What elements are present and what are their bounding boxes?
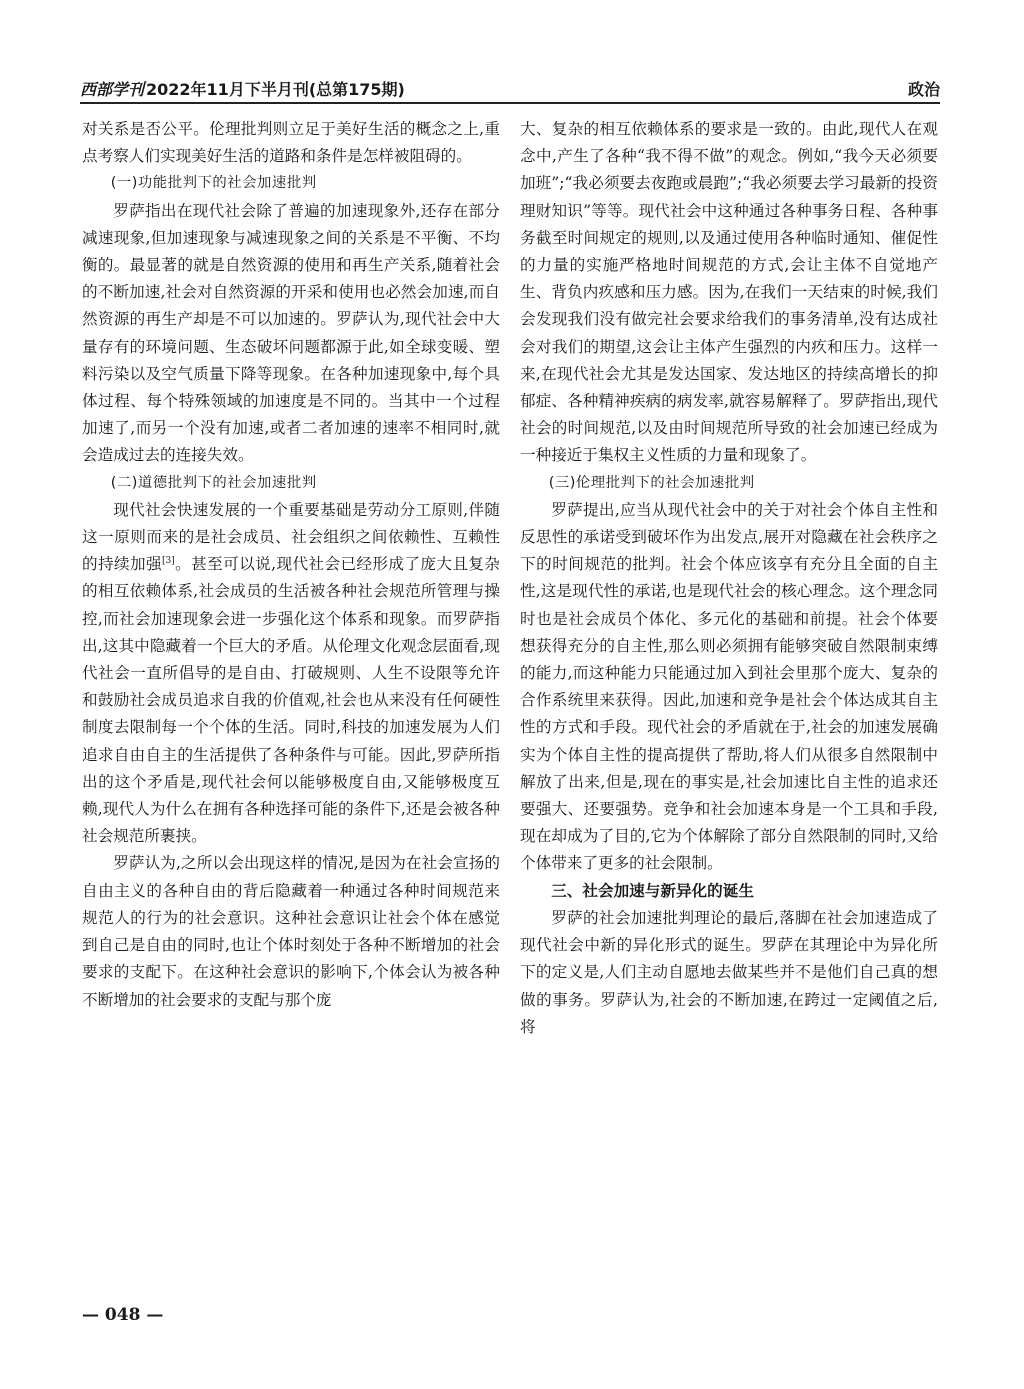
paragraph: 罗萨指出在现代社会除了普遍的加速现象外,还存在部分减速现象,但加速现象与减速现象之间的关系是不平衡、不均衡的。最显著的就是自然资源的使用和再生产关系,随着社会的不断加速,社会对自然资源的开采和使用也必然会加速,而自然资源的再生产却是不可以加速的。罗萨认为,现代社会中大量存有的环境问题、生态破坏问题都源于此,如全球变暖、塑料污染以及空气质量下降等现象。在各种加速现象中,每个具体过程、每个特殊领域的加速度是不同的。当其中一个过程加速了,而另一个没有加速,或者二者加速的速率不相同时,就会造成过去的连接失效。 — [82, 201, 500, 465]
subheading: (二)道德批判下的社会加速批判 — [110, 474, 317, 491]
section-heading: 三、社会加速与新异化的诞生 — [551, 881, 754, 900]
paragraph: 对关系是否公平。伦理批判则立足于美好生活的概念之上,重点考察人们实现美好生活的道路和条件是怎样被阻碍的。 — [82, 120, 500, 166]
subheading: (三)伦理批判下的社会加速批判 — [548, 474, 755, 491]
journal-logo: 西部学刊 — [80, 80, 145, 99]
section-name: 政治 — [907, 80, 940, 99]
subheading: (一)功能批判下的社会加速批判 — [110, 175, 317, 192]
issue-info: 2022年11月下半月刊(总第175期) — [146, 80, 405, 99]
header-issue — [80, 78, 405, 102]
paragraph — [82, 497, 500, 851]
paragraph: 罗萨认为,之所以会出现这样的情况,是因为在社会宣扬的自由主义的各种自由的背后隐藏着一种通过各种时间规范来规范人的行为的社会意识。这种社会意识让社会个体在感觉到自己是自由的同时,也让个体时刻处于各种不断增加的社会要求的支配下。在这种社会意识的影响下,个体会认为被各种不断增加的社会要求的支配与那个庞 — [82, 854, 500, 1009]
paragraph: 罗萨提出,应当从现代社会中的关于对社会个体自主性和反思性的承诺受到破坏作为出发点,展开对隐藏在社会秩序之下的时间规范的批判。社会个体应该享有充分且全面的自主性,这是现代性的承诺,也是现代社会的核心理念。这个理念同时也是社会成员个体化、多元化的基础和前提。社会个体要想获得充分的自主性,那么则必须拥有能够突破自然限制束缚的能力,而这种能力只能通过加入到社会里那个庞大、复杂的合作系统里来获得。因此,加速和竞争是社会个体达成其自主性的方式和手段。现代社会的矛盾就在于,社会的加速发展确实为个体自主性的提高提供了帮助,将人们从很多自然限制中解放了出来,但是,现在的事实是,社会加速比自主性的追求还要强大、还要强势。竞争和社会加速本身是一个工具和手段,现在却成为了目的,它为个体解除了部分自然限制的同时,又给个体带来了更多的社会限制。 — [520, 500, 938, 873]
paragraph: 大、复杂的相互依赖体系的要求是一致的。由此,现代人在观念中,产生了各种“我不得不做”的观念。例如,“我今天必须要加班”;“我必须要去夜跑或晨跑”;“我必须要去学习最新的投资理财知识”等等。现代社会中这种通过各种事务日程、各种事务截至时间规定的规则,以及通过使用各种临时通知、催促性的力量的实施严格地时间规范的方式,会让主体不自觉地产生、背负内疚感和压力感。因为,在我们一天结束的时候,我们会发现我们没有做完社会要求给我们的事务清单,没有达成社会对我们的期望,这会让主体产生强烈的内疚和压力。这样一来,在现代社会尤其是发达国家、发达地区的持续高增长的抑郁症、各种精神疾病的病发率,就容易解释了。罗萨指出,现代社会的时间规范,以及由时间规范所导致的社会加速已经成为一种接近于集权主义性质的力量和现象了。 — [520, 120, 938, 465]
running-header — [80, 74, 940, 104]
citation-ref: [3] — [161, 556, 175, 567]
left-column — [82, 116, 500, 1014]
paragraph-text: 现代社会快速发展的一个重要基础是劳动分工原则,伴随这一原则而来的是社会成员、社会组织之间依赖性、互赖性的持续加强 — [82, 500, 500, 574]
right-column — [520, 116, 938, 1041]
page-number: — 048 — — [82, 1305, 164, 1325]
paragraph-text: 。甚至可以说,现代社会已经形成了庞大且复杂的相互依赖体系,社会成员的生活被各种社会规范所管理与操控,而社会加速现象会进一步强化这个体系和现象。而罗萨指出,这其中隐藏着一个巨大的矛盾。从伦理文化观念层面看,现代社会一直所倡导的是自由、打破规则、人生不设限等允许和鼓励社会成员追求自我的价值观,社会也从来没有任何硬性制度去限制每一个个体的生活。同时,科技的加速发展为人们追求自由自主的生活提供了各种条件与可能。因此,罗萨所指出的这个矛盾是,现代社会何以能够极度自由,又能够极度互赖,现代人为什么在拥有各种选择可能的条件下,还是会被各种社会规范所裹挟。 — [82, 555, 500, 846]
paragraph: 罗萨的社会加速批判理论的最后,落脚在社会加速造成了现代社会中新的异化形式的诞生。罗萨在其理论中为异化所下的定义是,人们主动自愿地去做某些并不是他们自己真的想做的事务。罗萨认为,社会的不断加速,在跨过一定阈值之后,将 — [520, 908, 938, 1036]
